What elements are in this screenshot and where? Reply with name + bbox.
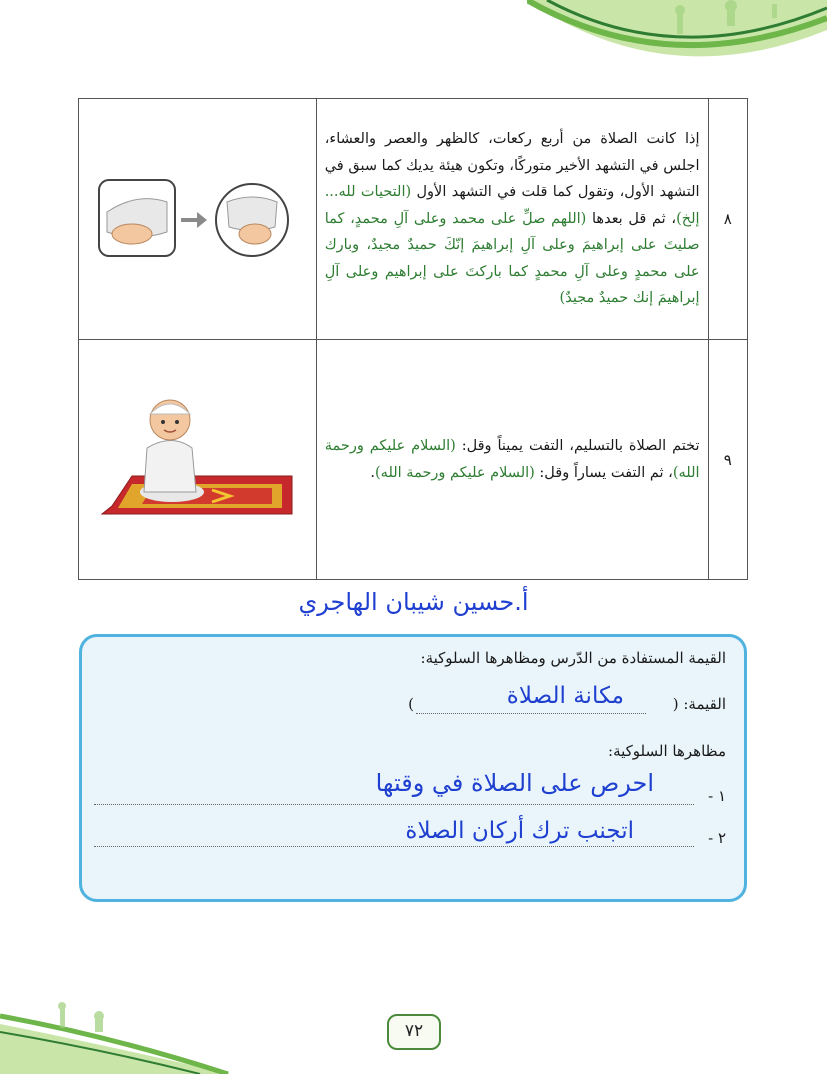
- author-name: أ.حسين شيبان الهاجري: [298, 588, 529, 616]
- behavior-answer-line: [94, 846, 694, 847]
- row-text: إذا كانت الصلاة من أربع ركعات، كالظهر والعصر والعشاء، اجلس في التشهد الأخير متوركًا، وتكون هيئة يديك كما سبق في التشهد الأول، وتقول كما قلت في التشهد الأول (التحيات لله... إلخ)، ثم قل بعدها (اللهم صلِّ على محمد وعلى آلِ محمدٍ، كما صليتَ على إبراهيمَ وعلى آلِ إبراهيمَ إنّكَ حميدٌ مجيدٌ، وبارك على محمدٍ وعلى آلِ محمدٍ كما باركتَ على إبراهيم وعلى آلِ إبراهيمَ إنك حميدٌ مجيدٌ): [316, 99, 708, 340]
- decorative-header-arc: [527, 0, 827, 90]
- value-answer: مكانة الصلاة: [506, 683, 624, 709]
- row-number: ٩: [708, 340, 747, 580]
- decorative-footer-arc: [0, 994, 230, 1074]
- value-section-heading: القيمة المستفادة من الدّرس ومظاهرها السلوكية:: [420, 649, 726, 667]
- row-number: ٨: [708, 99, 747, 340]
- row-illustration: [79, 99, 317, 340]
- behaviors-heading: مظاهرها السلوكية:: [608, 742, 726, 760]
- behavior-item-answer: احرص على الصلاة في وقتها: [375, 769, 654, 797]
- value-close-paren: ): [408, 695, 414, 713]
- value-answer-line: [416, 713, 646, 714]
- page-number: ٧٢: [387, 1014, 441, 1050]
- value-label: القيمة: (: [672, 695, 726, 713]
- boy-on-prayer-mat-illustration: [92, 388, 302, 528]
- lesson-steps-table: [78, 98, 748, 580]
- row-illustration: [79, 340, 317, 580]
- table-row: [79, 340, 748, 580]
- behavior-answer-line: [94, 804, 694, 805]
- value-section-box: [79, 634, 747, 902]
- row-text: تختم الصلاة بالتسليم، التفت يميناً وقل: (السلام عليكم ورحمة الله)، ثم التفت يساراً وقل: (السلام عليكم ورحمة الله).: [316, 340, 708, 580]
- behavior-item-number: ٢ -: [708, 829, 726, 847]
- behavior-item-number: ١ -: [708, 787, 726, 805]
- tawarruk-sitting-illustration: [97, 172, 297, 262]
- table-row: [79, 99, 748, 340]
- behavior-item-answer: اتجنب ترك أركان الصلاة: [405, 818, 634, 844]
